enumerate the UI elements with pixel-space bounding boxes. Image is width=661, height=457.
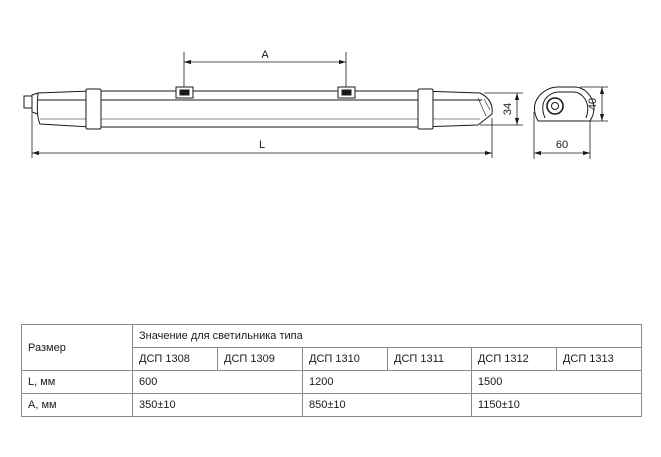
value-cell: 350±10 — [133, 394, 303, 417]
model-cell: ДСП 1308 — [133, 348, 218, 371]
dimension-l-label: L — [258, 139, 266, 151]
model-cell: ДСП 1313 — [556, 348, 641, 371]
row-label: A, мм — [22, 394, 133, 417]
header-value-cell: Значение для светильника типа — [133, 325, 642, 348]
dimension-height-end-label: 40 — [587, 97, 599, 111]
model-cell: ДСП 1310 — [303, 348, 388, 371]
model-cell: ДСП 1312 — [471, 348, 556, 371]
model-cell: ДСП 1311 — [388, 348, 472, 371]
row-label: L, мм — [22, 371, 133, 394]
dimension-height-side-label: 34 — [502, 102, 514, 116]
table-header-row — [22, 325, 642, 348]
value-cell: 850±10 — [303, 394, 472, 417]
table-row-l — [22, 371, 642, 394]
model-cell: ДСП 1309 — [218, 348, 303, 371]
dimension-width-end-label: 60 — [555, 139, 569, 151]
dimension-a-label: A — [261, 49, 269, 61]
header-size-cell: Размер — [22, 325, 133, 371]
luminaire-end-view — [534, 87, 594, 121]
dimensions-table — [21, 324, 642, 417]
value-cell: 1500 — [471, 371, 641, 394]
table-row-a — [22, 394, 642, 417]
luminaire-side-view — [24, 87, 492, 129]
value-cell: 600 — [133, 371, 303, 394]
value-cell: 1200 — [303, 371, 472, 394]
value-cell: 1150±10 — [471, 394, 641, 417]
